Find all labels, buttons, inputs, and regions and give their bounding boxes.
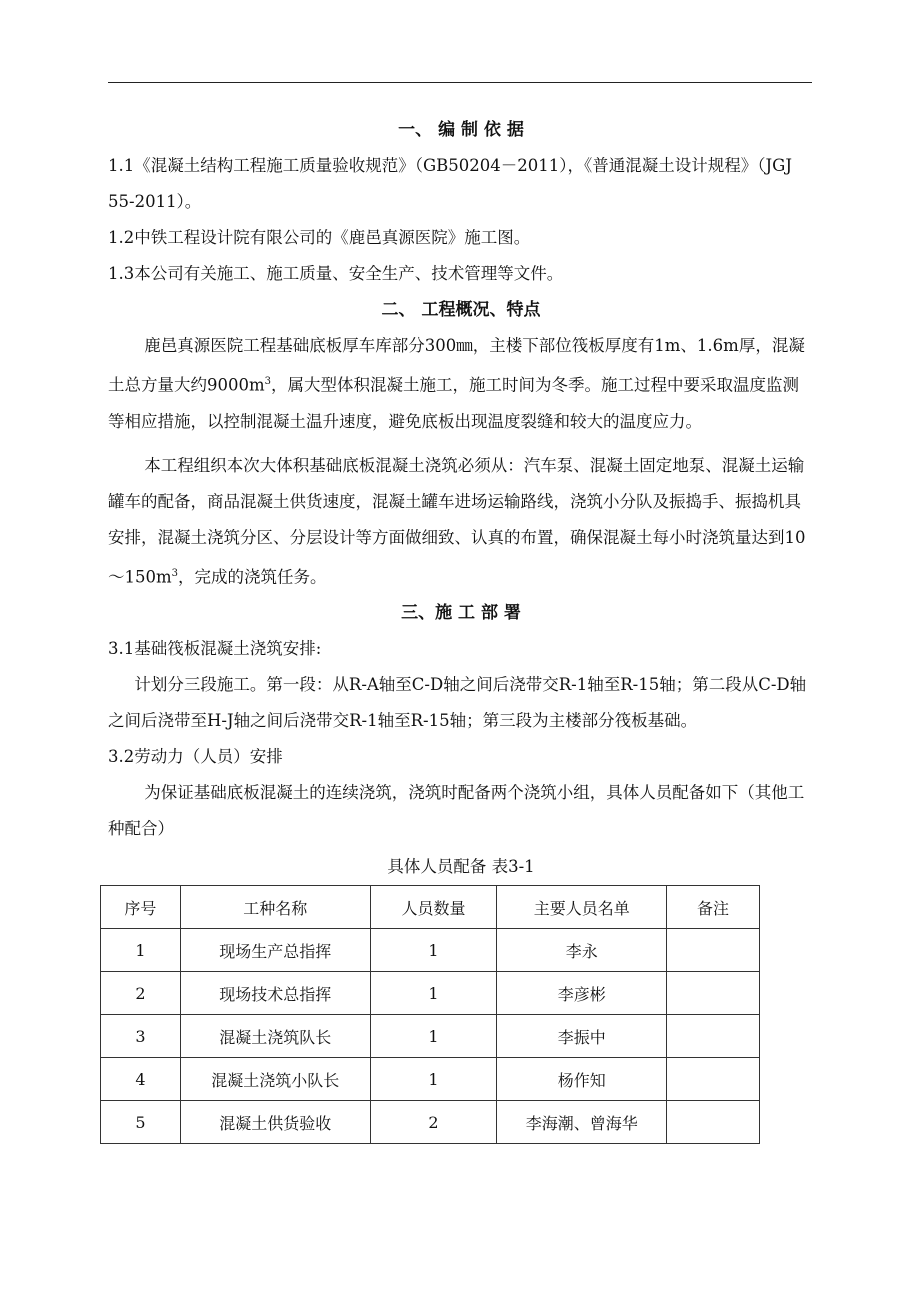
header-cell: 人员数量 <box>370 886 497 929</box>
overview-paragraph-2 <box>108 448 814 596</box>
table-cell: 3 <box>101 1015 181 1058</box>
paragraph-1-3: 1.3本公司有关施工、施工质量、安全生产、技术管理等文件。 <box>108 264 564 283</box>
table-row <box>101 1058 760 1101</box>
overview-text-c: 本工程组织本次大体积基础底板混凝土浇筑必须从：汽车泵、混凝土固定地泵、混凝土运输罐车的配备，商品混凝土供货速度，混凝土罐车进场运输路线，浇筑小分队及振捣手、振捣机具安排，混凝土浇筑分区、分层设计等方面做细致、认真的布置，确保混凝土每小时浇筑量达到10～150m <box>108 455 806 586</box>
table-cell: 混凝土供货验收 <box>180 1101 370 1144</box>
section-heading-2: 二、 工程概况、特点 <box>381 300 541 320</box>
table-row <box>101 1101 760 1144</box>
table-cell: 5 <box>101 1101 181 1144</box>
table-cell: 4 <box>101 1058 181 1101</box>
overview-paragraph-1 <box>108 328 814 440</box>
table-cell: 2 <box>101 972 181 1015</box>
document-body <box>108 112 814 1144</box>
table-row <box>101 929 760 972</box>
table-cell: 1 <box>370 972 497 1015</box>
table-cell: 现场生产总指挥 <box>180 929 370 972</box>
header-cell: 工种名称 <box>180 886 370 929</box>
section-heading-3: 三、施 工 部 署 <box>401 603 521 623</box>
table-cell <box>667 929 760 972</box>
header-cell: 序号 <box>101 886 181 929</box>
subsection-3-2: 3.2劳动力（人员）安排 <box>108 747 283 766</box>
table-cell: 2 <box>370 1101 497 1144</box>
header-cell: 备注 <box>667 886 760 929</box>
table-cell: 1 <box>370 1015 497 1058</box>
table-row <box>101 972 760 1015</box>
paragraph-1-2: 1.2中铁工程设计院有限公司的《鹿邑真源医院》施工图。 <box>108 228 531 247</box>
header-cell: 主要人员名单 <box>497 886 667 929</box>
table-cell: 现场技术总指挥 <box>180 972 370 1015</box>
table-cell: 1 <box>370 1058 497 1101</box>
cubic-sup: 3 <box>264 376 272 387</box>
table-cell <box>667 1015 760 1058</box>
header-rule <box>108 82 812 83</box>
subsection-3-1: 3.1基础筏板混凝土浇筑安排: <box>108 639 322 658</box>
table-header-row <box>101 886 760 929</box>
table-cell <box>667 1101 760 1144</box>
table-cell: 1 <box>101 929 181 972</box>
table-cell: 李永 <box>497 929 667 972</box>
table-cell <box>667 1058 760 1101</box>
overview-text-a: 鹿邑真源医院工程基础底板厚车库部分300㎜，主楼下部位筏板厚度有1m、1.6m厚，混凝土总方量大约9000m <box>108 336 805 395</box>
table-cell: 李彦彬 <box>497 972 667 1015</box>
table-cell: 混凝土浇筑小队长 <box>180 1058 370 1101</box>
table-cell <box>667 972 760 1015</box>
table-cell: 混凝土浇筑队长 <box>180 1015 370 1058</box>
overview-text-b: ，属大型体积混凝土施工，施工时间为冬季。施工过程中要采取温度监测等相应措施，以控制混凝土温升速度，避免底板出现温度裂缝和较大的温度应力。 <box>108 375 800 431</box>
overview-text-d: ，完成的浇筑任务。 <box>178 567 327 586</box>
table-cell: 李海潮、曾海华 <box>497 1101 667 1144</box>
table-caption: 具体人员配备 表3-1 <box>387 857 535 876</box>
subsection-3-2-body: 为保证基础底板混凝土的连续浇筑，浇筑时配备两个浇筑小组，具体人员配备如下（其他工种配合） <box>108 783 805 838</box>
paragraph-1-1: 1.1《混凝土结构工程施工质量验收规范》（GB50204－2011），《普通混凝土设计规程》（JGJ 55-2011）。 <box>108 156 792 211</box>
staff-table <box>100 885 760 1144</box>
cubic-sup-2: 3 <box>171 567 179 579</box>
table-cell: 杨作知 <box>497 1058 667 1101</box>
table-cell: 李振中 <box>497 1015 667 1058</box>
section-heading-1: 一、 编 制 依 据 <box>398 120 524 140</box>
table-cell: 1 <box>370 929 497 972</box>
subsection-3-1-body: 计划分三段施工。第一段：从R-A轴至C-D轴之间后浇带交R-1轴至R-15轴；第二段从C-D轴之间后浇带至H-J轴之间后浇带交R-1轴至R-15轴；第三段为主楼部分筏板基础。 <box>108 675 807 730</box>
table-row <box>101 1015 760 1058</box>
